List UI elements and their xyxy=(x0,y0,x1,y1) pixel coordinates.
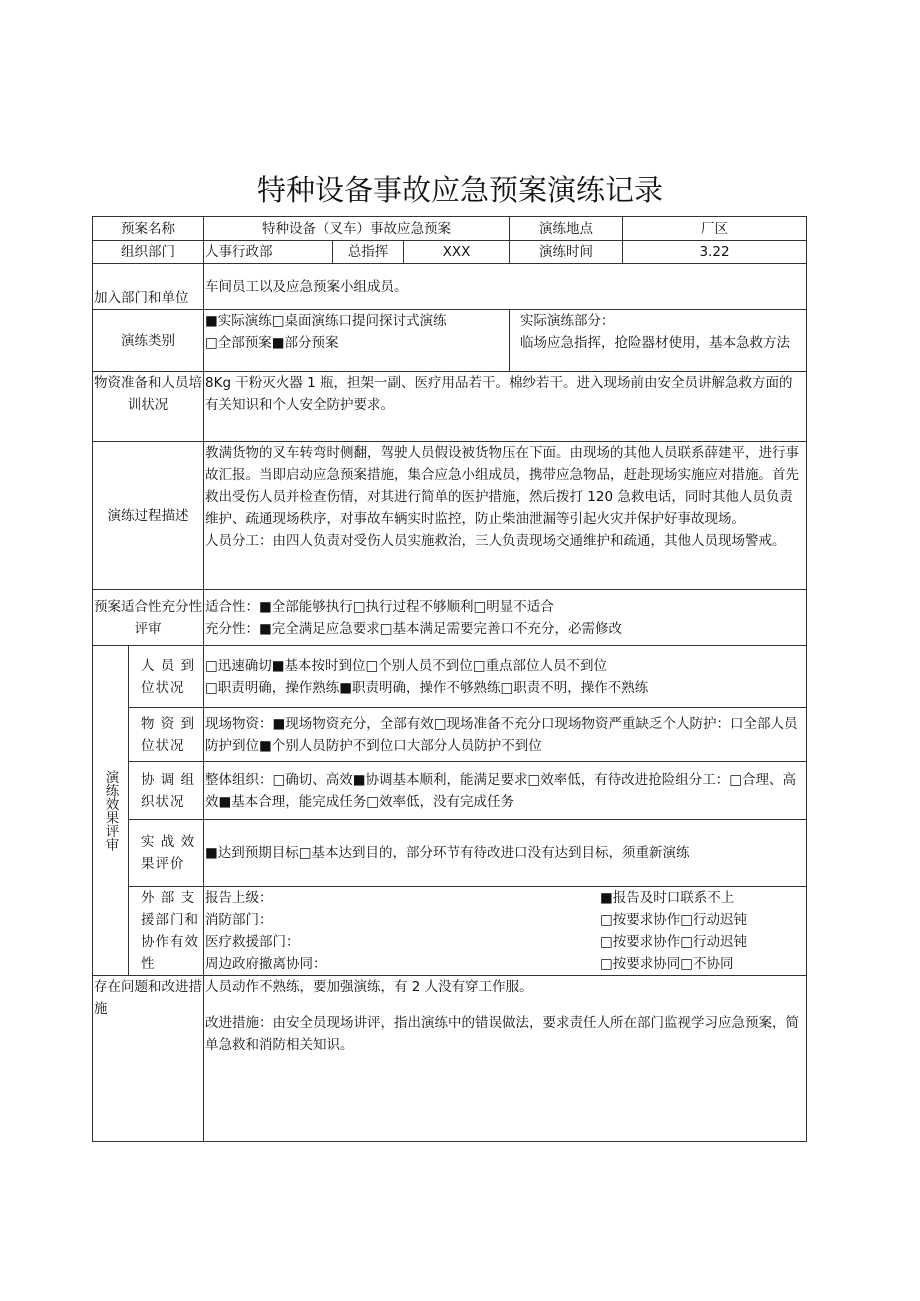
actual-part-label: 实际演练部分： xyxy=(520,313,615,329)
location-label: 演练地点 xyxy=(510,217,623,241)
participants-label: 加入部门和单位 xyxy=(93,264,204,310)
row-suitability xyxy=(93,590,807,646)
row-category xyxy=(93,310,807,372)
external-item-name: 消防部门： xyxy=(205,912,273,928)
row-coordination xyxy=(93,762,807,820)
commander-label: 总指挥 xyxy=(333,241,404,264)
effect-label: 演练效果评审 xyxy=(93,646,129,976)
process-description: 教满货物的叉车转弯时侧翻，驾驶人员假设被货物压在下面。由现场的其他人员联系薛建平，进行事故汇报。当即启动应急预案措施，集合应急小组成员，携带应急物品，赶赴现场实施应对措施。首先救出受伤人员并检查伤情，对其进行简单的医护措施，然后拨打 120 急救电话，同时其他人员负责维护、疏通现场秩序，对事故车辆实时监控，防止柴油泄漏等引起火灾并保护好事故现场。 xyxy=(205,445,799,527)
supplies-label: 物 资 到位状况 xyxy=(129,708,204,762)
drill-record-table xyxy=(92,216,807,1142)
external-value xyxy=(204,887,807,976)
row-external xyxy=(93,887,807,976)
row-plan-name xyxy=(93,217,807,241)
actual-part-value: 临场应急指挥，抢险器材使用，基本急救方法 xyxy=(520,335,790,351)
issues-label: 存在问题和改进措施 xyxy=(93,976,204,1142)
process-value xyxy=(204,442,807,590)
external-item xyxy=(205,953,805,975)
row-personnel xyxy=(93,646,807,708)
external-item xyxy=(205,909,805,931)
commander-value: XXX xyxy=(404,241,510,264)
org-label: 组织部门 xyxy=(93,241,204,264)
row-supplies xyxy=(93,708,807,762)
process-division: 人员分工：由四人负责对受伤人员实施救治，三人负责现场交通维护和疏通，其他人员现场警戒。 xyxy=(205,533,786,549)
category-line-2: □全部预案■部分预案 xyxy=(205,335,339,351)
location-value: 厂区 xyxy=(623,217,807,241)
row-organization xyxy=(93,241,807,264)
issues-improvement: 改进措施：由安全员现场讲评，指出演练中的错误做法，要求责任人所在部门监视学习应急预案，简单急救和消防相关知识。 xyxy=(205,1015,799,1053)
row-combat xyxy=(93,820,807,887)
personnel-line-2: □职责明确，操作熟练■职责明确，操作不够熟练□职责不明，操作不熟练 xyxy=(205,679,649,696)
coordination-label: 协 调 组织状况 xyxy=(129,762,204,820)
category-line-1: ■实际演练□桌面演练口提问探讨式演练 xyxy=(205,313,447,329)
suitability-line-1: 适合性：■全部能够执行□执行过程不够顺利□明显不适合 xyxy=(205,598,554,615)
external-item xyxy=(205,887,805,909)
supplies-value: 现场物资：■现场物资充分，全部有效□现场准备不充分口现场物资严重缺乏个人防护：口全部人员防护到位■个别人员防护不到位口大部分人员防护不到位 xyxy=(204,708,807,762)
combat-value: ■达到预期目标□基本达到目的，部分环节有待改进口没有达到目标，须重新演练 xyxy=(204,820,807,887)
coordination-value: 整体组织：□确切、高效■协调基本顺利，能满足要求□效率低，有待改进抢险组分工：□合理、高效■基本合理，能完成任务□效率低，没有完成任务 xyxy=(204,762,807,820)
document-title: 特种设备事故应急预案演练记录 xyxy=(256,173,663,207)
time-label: 演练时间 xyxy=(510,241,623,264)
issues-problem: 人员动作不熟练，要加强演练，有 2 人没有穿工作服。 xyxy=(205,979,533,995)
category-label: 演练类别 xyxy=(93,310,204,372)
org-value: 人事行政部 xyxy=(204,241,333,264)
external-item xyxy=(205,931,805,953)
row-materials xyxy=(93,372,807,442)
external-item-options: □按要求协同□不协同 xyxy=(600,956,734,972)
participants-value: 车间员工以及应急预案小组成员。 xyxy=(204,264,807,310)
personnel-label: 人 员 到位状况 xyxy=(129,646,204,708)
external-item-options: □按要求协作□行动迟钝 xyxy=(600,912,748,928)
external-item-name: 周边政府撤离协同： xyxy=(205,956,327,972)
row-process xyxy=(93,442,807,590)
external-item-name: 医疗救援部门： xyxy=(205,934,300,950)
suitability-line-2: 充分性：■完全满足应急要求□基本满足需要完善口不充分，必需修改 xyxy=(205,620,623,637)
issues-value xyxy=(204,976,807,1142)
plan-name-label: 预案名称 xyxy=(93,217,204,241)
combat-label: 实 战 效果评价 xyxy=(129,820,204,887)
time-value: 3.22 xyxy=(623,241,807,264)
actual-drill-part xyxy=(510,310,807,372)
row-participants xyxy=(93,264,807,310)
personnel-line-1: □迅速确切■基本按时到位□个别人员不到位□重点部位人员不到位 xyxy=(205,657,608,674)
row-issues xyxy=(93,976,807,1142)
process-label: 演练过程描述 xyxy=(93,442,204,590)
external-item-options: □按要求协作□行动迟钝 xyxy=(600,934,748,950)
materials-value: 8Kg 干粉灭火器 1 瓶，担架一副、医疗用品若干。棉纱若干。进入现场前由安全员讲解急救方面的有关知识和个人安全防护要求。 xyxy=(204,372,807,442)
category-options xyxy=(204,310,510,372)
personnel-value xyxy=(204,646,807,708)
suitability-label: 预案适合性充分性评审 xyxy=(93,590,204,646)
materials-label: 物资准备和人员培训状况 xyxy=(93,372,204,442)
plan-name-value: 特种设备（叉车）事故应急预案 xyxy=(204,217,510,241)
external-label: 外 部 支援部门和协作有效性 xyxy=(129,887,204,976)
external-item-name: 报告上级： xyxy=(205,890,273,906)
external-item-options: ■报告及时口联系不上 xyxy=(600,890,735,906)
suitability-value xyxy=(204,590,807,646)
